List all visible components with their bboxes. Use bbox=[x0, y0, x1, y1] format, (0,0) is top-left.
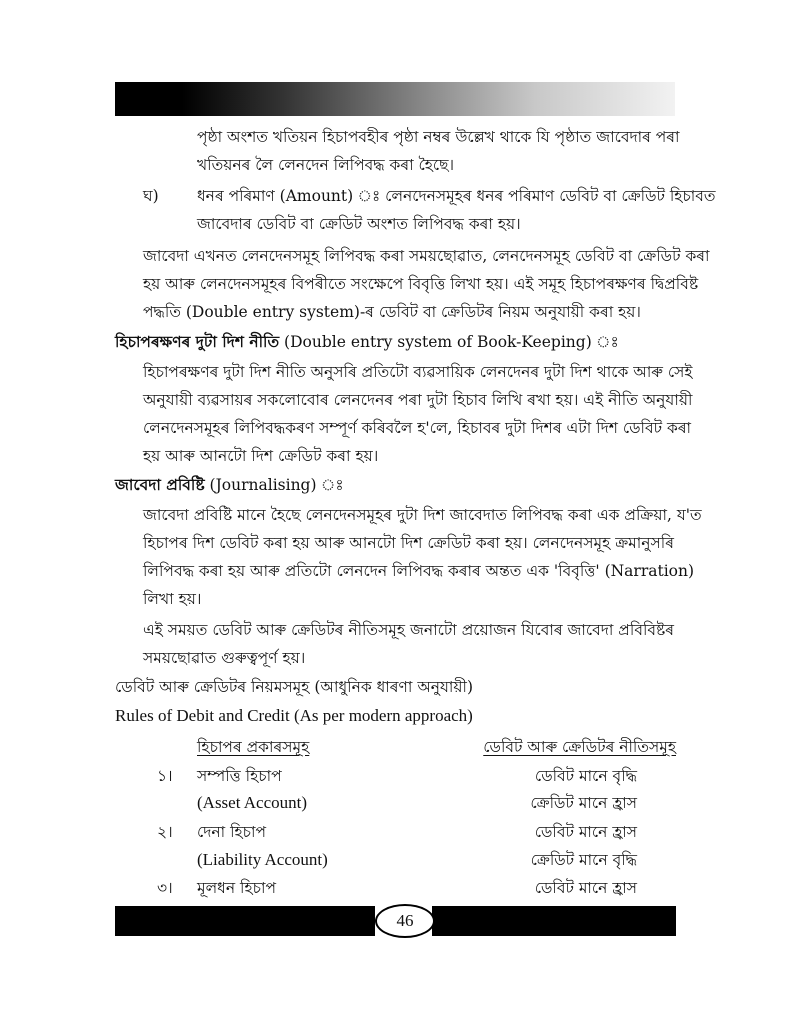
text-line: পৃষ্ঠা অংশত খতিয়ন হিচাপবহীৰ পৃষ্ঠা নম্বৰ উল্লেখ থাকে যি পৃষ্ঠাত জাবেদাৰ পৰা bbox=[197, 128, 680, 146]
list-marker: ঘ) bbox=[143, 187, 159, 205]
footer-bar-left bbox=[115, 906, 375, 936]
account-name: মূলধন হিচাপ bbox=[197, 879, 276, 897]
page-number bbox=[375, 904, 435, 938]
heading-bold: হিচাপৰক্ষণৰ দুটা দিশ নীতি bbox=[115, 332, 280, 351]
rules-title-english: Rules of Debit and Credit (As per modern approach) bbox=[115, 706, 473, 725]
text-line: লিপিবদ্ধ কৰা হয় আৰু প্ৰতিটো লেনদেন লিপিবদ্ধ কৰাৰ অন্তত এক 'বিবৃত্তি' (Narration) bbox=[143, 562, 695, 580]
text-line: হয় আৰু আনটো দিশ ক্ৰেডিট কৰা হয়। bbox=[143, 447, 379, 465]
row-number: ২। bbox=[157, 823, 173, 841]
text-line: হিচাপৰ দিশ ডেবিট কৰা হয় আৰু আনটো দিশ ক্ৰেডিট কৰা হয়। লেনদেনসমূহ ক্ৰমানুসৰি bbox=[143, 534, 674, 552]
text-line: হিচাপৰক্ষণৰ দুটা দিশ নীতি অনুসৰি প্ৰতিটো ব্যৱসায়িক লেনদেনৰ দুটা দিশ থাকে আৰু সেই bbox=[143, 363, 693, 381]
text-line: জাবেদা প্ৰবিষ্টি মানে হৈছে লেনদেনসমূহৰ দুটা দিশ জাবেদাত লিপিবদ্ধ কৰা এক প্ৰক্ৰিয়া, য'ত bbox=[143, 506, 702, 524]
table-header-rules bbox=[450, 736, 676, 758]
account-name: দেনা হিচাপ bbox=[197, 823, 267, 841]
text-line: এই সময়ত ডেবিট আৰু ক্ৰেডিটৰ নীতিসমূহ জনাটো প্ৰয়োজন যিবোৰ জাবেদা প্ৰবিবিষ্টৰ bbox=[143, 621, 675, 639]
text-line: লিখা হয়। bbox=[143, 590, 202, 608]
account-english-name: (Liability Account) bbox=[197, 850, 328, 869]
debit-rule: ডেবিট মানে বৃদ্ধি bbox=[534, 767, 637, 785]
row-number: ১। bbox=[157, 767, 173, 785]
heading-rest: (Double entry system of Book-Keeping) ঃ bbox=[279, 333, 619, 351]
page-number-text: 46 bbox=[396, 911, 414, 930]
table-header-account-types: হিচাপৰ প্ৰকাৰসমূহ bbox=[197, 738, 310, 756]
text-line: জাবেদাৰ ডেবিট বা ক্ৰেডিট অংশত লিপিবদ্ধ কৰা হয়। bbox=[197, 215, 521, 233]
footer-bar-right bbox=[432, 906, 676, 936]
text-line: ধনৰ পৰিমাণ (Amount) ঃ লেনদেনসমূহৰ ধনৰ পৰিমাণ ডেবিট বা ক্ৰেডিট হিচাবত bbox=[197, 187, 716, 205]
row-number: ৩। bbox=[157, 879, 173, 897]
text-line: লেনদেনসমূহৰ লিপিবদ্ধকৰণ সম্পূৰ্ণ কৰিবলৈ হ'লে, হিচাবৰ দুটা দিশৰ এটা দিশ ডেবিট কৰা bbox=[143, 419, 692, 437]
section-heading bbox=[115, 331, 619, 353]
text-line: খতিয়নৰ লৈ লেনদেন লিপিবদ্ধ কৰা হৈছে। bbox=[197, 156, 455, 174]
heading-rest: (Journalising) ঃ bbox=[204, 476, 344, 494]
text-line: জাবেদা এখনত লেনদেনসমূহ লিপিবদ্ধ কৰা সময়ছোৱাত, লেনদেনসমূহ ডেবিট বা ক্ৰেডিট কৰা bbox=[143, 247, 710, 265]
header-gradient-bar bbox=[115, 82, 675, 116]
credit-rule: ক্ৰেডিট মানে হ্ৰাস bbox=[530, 794, 637, 812]
debit-rule: ডেবিট মানে হ্ৰাস bbox=[534, 879, 637, 897]
account-english-name: (Asset Account) bbox=[197, 793, 308, 812]
text-line: পদ্ধতি (Double entry system)-ৰ ডেবিট বা ক্ৰেডিটৰ নিয়ম অনুযায়ী কৰা হয়। bbox=[143, 303, 641, 321]
heading-bold: জাবেদা প্ৰবিষ্টি bbox=[115, 475, 205, 494]
rules-title-assamese: ডেবিট আৰু ক্ৰেডিটৰ নিয়মসমূহ (আধুনিক ধাৰণা অনুযায়ী) bbox=[115, 678, 474, 696]
text-line: সময়ছোৱাত গুৰুত্বপূৰ্ণ হয়। bbox=[143, 649, 306, 667]
credit-rule: ক্ৰেডিট মানে বৃদ্ধি bbox=[530, 851, 637, 869]
text-line: হয় আৰু লেনদেনসমূহৰ বিপৰীতে সংক্ষেপে বিবৃত্তি লিখা হয়। এই সমূহ হিচাপৰক্ষণৰ দ্বিপ্ৰবিষ্ট bbox=[143, 275, 699, 293]
table-header-rules-text: ডেবিট আৰু ক্ৰেডিটৰ নীতিসমূহ bbox=[483, 738, 676, 756]
section-heading bbox=[115, 474, 344, 496]
account-name: সম্পত্তি হিচাপ bbox=[197, 767, 282, 785]
text-line: অনুযায়ী ব্যৱসায়ৰ সকলোবোৰ লেনদেনৰ পৰা দুটা হিচাব লিখি ৰখা হয়। এই নীতি অনুযায়ী bbox=[143, 391, 693, 409]
debit-rule: ডেবিট মানে হ্ৰাস bbox=[534, 823, 637, 841]
